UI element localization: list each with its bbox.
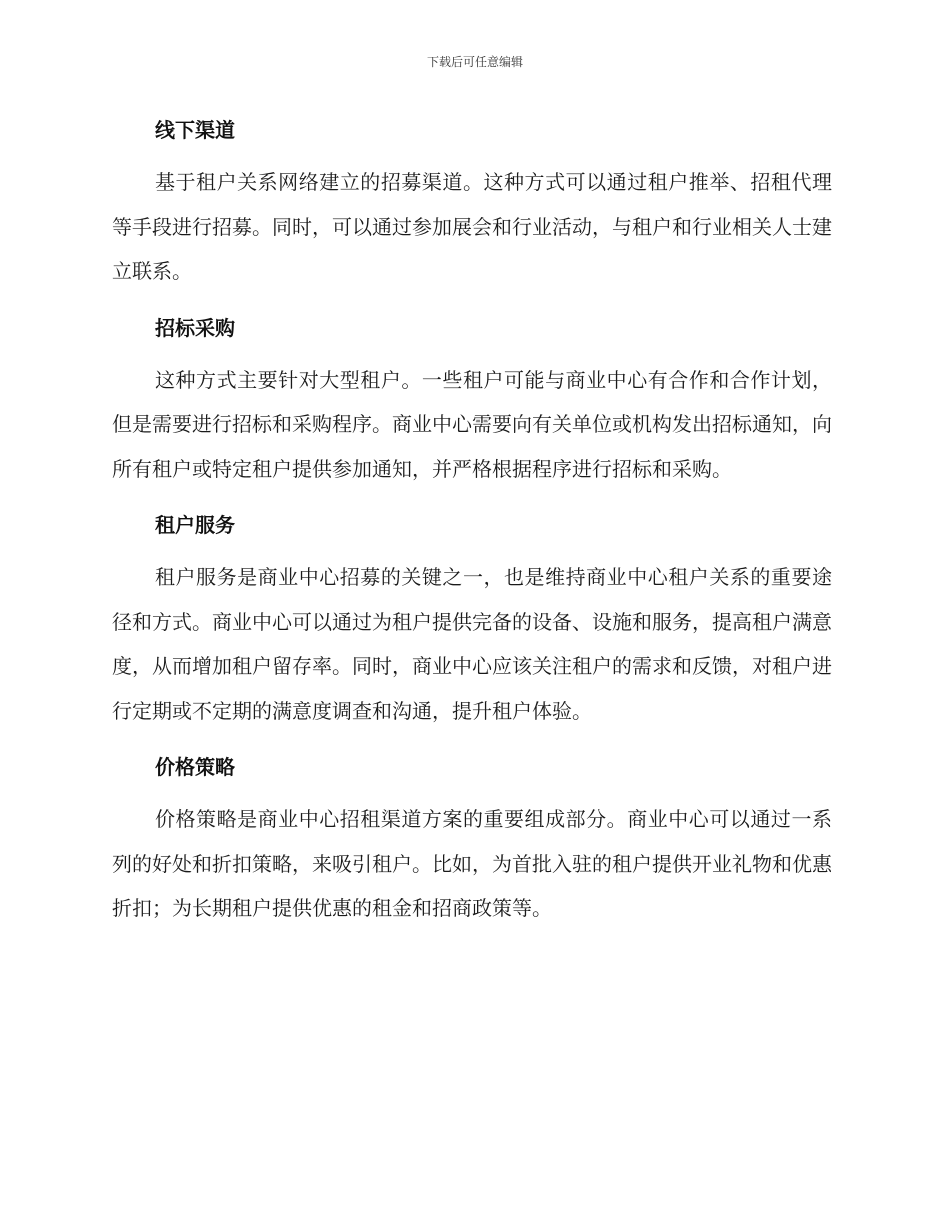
section-heading: 线下渠道 <box>155 118 235 142</box>
section-paragraph: 这种方式主要针对大型租户。一些租户可能与商业中心有合作和合作计划，但是需要进行招标和采购程序。商业中心需要向有关单位或机构发出招标通知，向所有租户或特定租户提供参加通知，并严格根据程序进行招标和采购。 <box>112 367 832 481</box>
section-heading: 招标采购 <box>155 315 235 340</box>
section-tenant-services <box>112 503 832 733</box>
section-offline-channels <box>112 108 832 294</box>
page-header-note: 下载后可任意编辑 <box>426 55 523 69</box>
section-heading: 租户服务 <box>155 513 235 537</box>
section-heading: 价格策略 <box>155 755 235 779</box>
section-paragraph: 基于租户关系网络建立的招募渠道。这种方式可以通过租户推举、招租代理等手段进行招募。同时，可以通过参加展会和行业活动，与租户和行业相关人士建立联系。 <box>112 170 832 283</box>
section-tender-procurement <box>112 306 832 492</box>
document-body <box>112 108 832 943</box>
section-paragraph: 租户服务是商业中心招募的关键之一，也是维持商业中心租户关系的重要途径和方式。商业中心可以通过为租户提供完备的设备、设施和服务，提高租户满意度，从而增加租户留存率。同时，商业中心应该关注租户的需求和反馈，对租户进行定期或不定期的满意度调查和沟通，提升租户体验。 <box>112 565 832 723</box>
section-pricing-strategy <box>112 745 832 931</box>
section-paragraph: 价格策略是商业中心招租渠道方案的重要组成部分。商业中心可以通过一系列的好处和折扣策略，来吸引租户。比如，为首批入驻的租户提供开业礼物和优惠折扣；为长期租户提供优惠的租金和招商政策等。 <box>112 807 832 920</box>
